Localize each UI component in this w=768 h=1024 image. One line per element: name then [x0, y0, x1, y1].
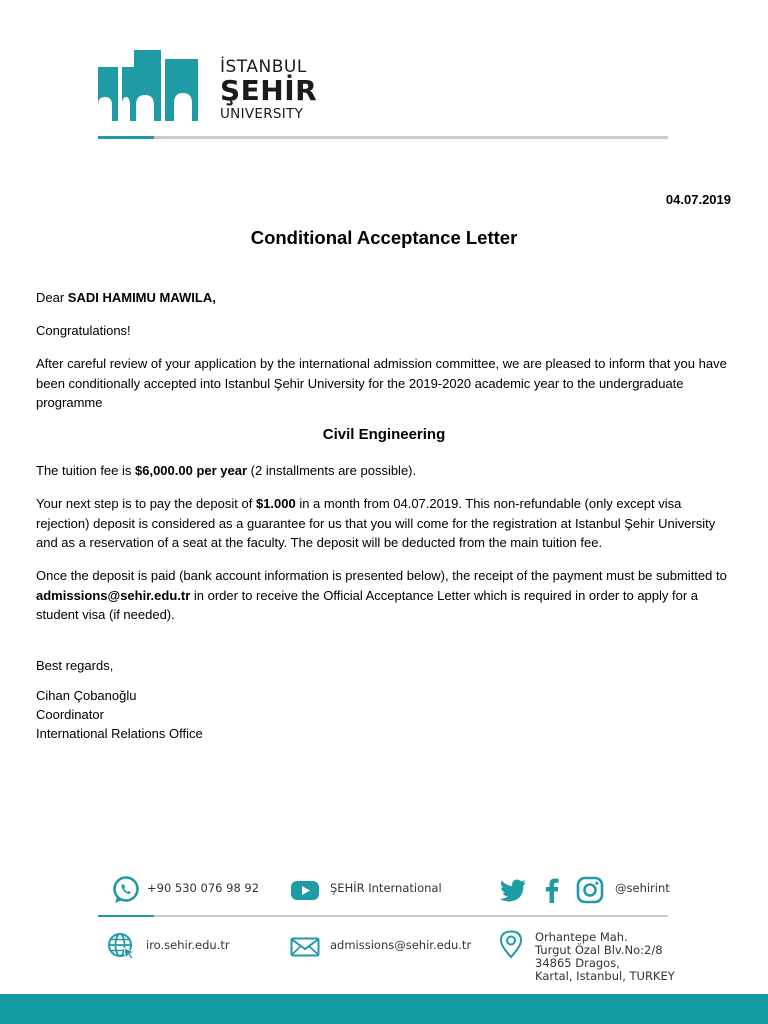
logo-text-sehir: ŞEHİR [220, 74, 318, 107]
deposit-amount: $1.000 [255, 496, 296, 511]
logo-text-istanbul: İSTANBUL [220, 57, 307, 77]
payment-suffix: in order to receive the Official Acceptance Letter which is required in order to apply for a student visa (if needed). [36, 587, 699, 622]
footer-color-band [0, 994, 768, 1024]
envelope-icon [290, 932, 320, 962]
letter-title: Conditional Acceptance Letter [250, 227, 518, 248]
header-divider-accent [98, 136, 154, 139]
recipient-name: SADI HAMIMU MAWILA, [67, 290, 216, 305]
closing: Best regards, [36, 658, 114, 673]
signature-name: Cihan Çobanoğlu [36, 688, 137, 703]
admissions-email-link[interactable]: admissions@sehir.edu.tr [36, 587, 191, 603]
letter-date: 04.07.2019 [665, 192, 731, 207]
tuition-paragraph [36, 461, 736, 481]
footer-divider [98, 915, 668, 917]
tuition-prefix: The tuition fee is [36, 463, 135, 478]
footer-website[interactable]: iro.sehir.edu.tr [146, 938, 230, 952]
intro-paragraph: After careful review of your application by the international admission committee, we are pleased to inform that you have been conditionally accepted into Istanbul Şehir University for the 2019-2020 academic year to the undergraduate programme [36, 356, 727, 410]
signature-office: International Relations Office [36, 726, 203, 741]
signature-title: Coordinator [36, 707, 104, 722]
header-divider [98, 136, 668, 139]
programme-name: Civil Engineering [322, 426, 446, 443]
university-logo-mark [98, 45, 198, 121]
tuition-suffix: (2 installments are possible). [247, 463, 417, 478]
congratulations-line: Congratulations! [36, 323, 131, 338]
salutation [36, 288, 736, 308]
deposit-paragraph [36, 494, 736, 553]
deposit-suffix: in a month from 04.07.2019. This non-refundable (only except visa rejection) deposit is considered as a guarantee for us that you will come for the registration at Istanbul Şehir University and as a reservation of a seat at the faculty. The deposit will be deducted from the main tuition fee. [36, 496, 716, 550]
address-line: Kartal, Istanbul, TURKEY [535, 969, 675, 983]
payment-instructions-paragraph [36, 566, 736, 625]
whatsapp-icon [111, 875, 141, 905]
footer-divider-accent [98, 915, 154, 917]
tuition-amount: $6,000.00 per year [135, 463, 248, 478]
address-line: Orhantepe Mah. [535, 930, 628, 944]
youtube-icon [290, 875, 320, 905]
salutation-prefix: Dear [36, 290, 68, 305]
instagram-icon [575, 875, 605, 905]
footer-email[interactable]: admissions@sehir.edu.tr [330, 938, 472, 952]
footer-youtube-channel: ŞEHİR International [330, 881, 442, 895]
logo-text-university: UNIVERSITY [220, 106, 304, 122]
twitter-icon [498, 875, 528, 905]
address-line: 34865 Dragos, [535, 956, 620, 970]
address-line: Turgut Özal Blv.No:2/8 [535, 943, 663, 957]
footer-phone: +90 530 076 98 92 [147, 881, 260, 895]
footer-address [535, 931, 675, 983]
location-pin-icon [496, 929, 526, 959]
facebook-icon [537, 875, 567, 905]
deposit-prefix: Your next step is to pay the deposit of [36, 496, 256, 511]
payment-prefix: Once the deposit is paid (bank account information is presented below), the receipt of the payment must be submitted to [36, 568, 727, 583]
globe-icon [106, 931, 136, 961]
footer-social-handle: @sehirint [615, 881, 670, 895]
